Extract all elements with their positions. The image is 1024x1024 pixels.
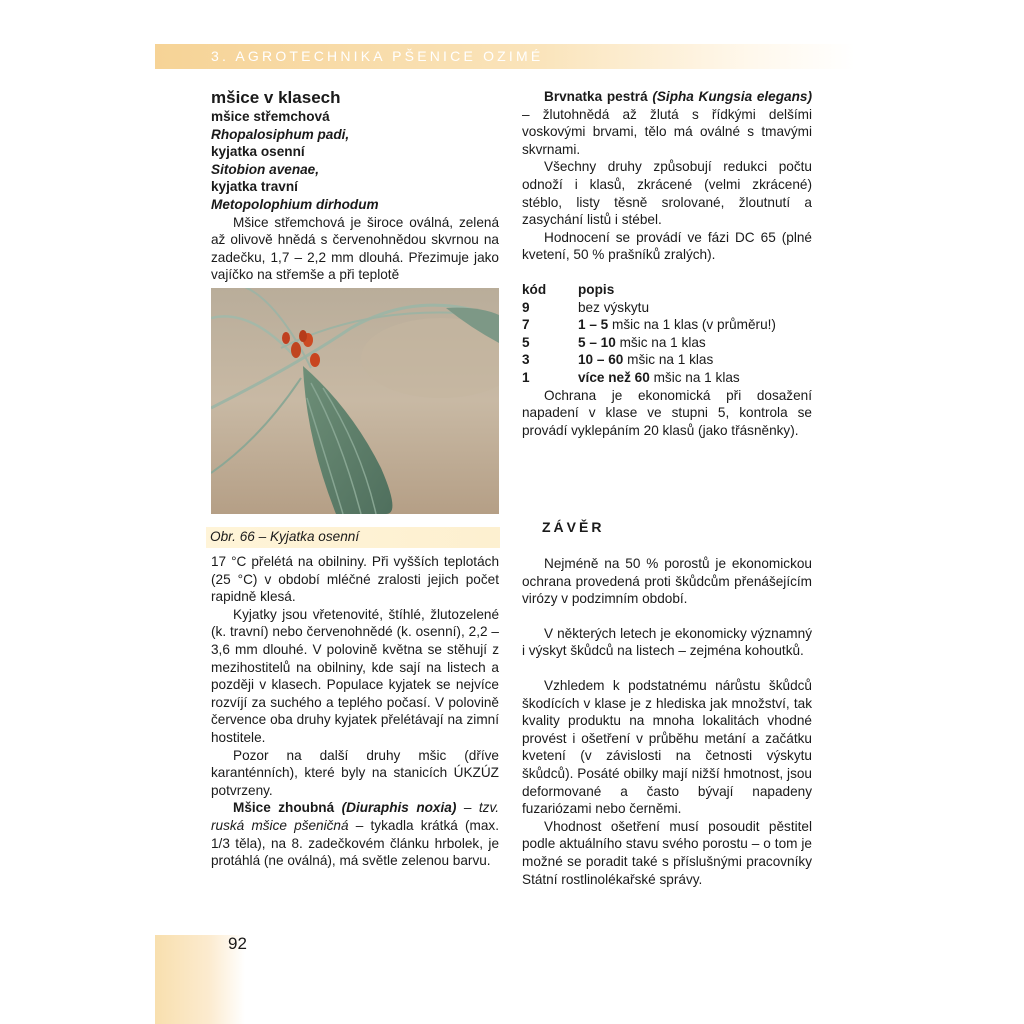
table-header-row	[522, 281, 776, 299]
section-heading-zaver: ZÁVĚR	[542, 519, 605, 535]
species-latin: Metopolophium dirhodum	[211, 196, 379, 212]
description-cell	[578, 299, 776, 317]
species-name: kyjatka travní	[211, 179, 298, 195]
species-latin: Rhopalosiphum padi,	[211, 126, 350, 142]
conclusion-column	[522, 555, 812, 888]
count-range: 5 – 10	[578, 334, 616, 350]
code-table	[522, 281, 776, 387]
description-text: bez výskytu	[578, 299, 650, 315]
left-column-bottom	[211, 553, 499, 870]
article-heading: mšice v klasech	[211, 88, 341, 107]
paragraph: Všechny druhy způsobují redukci počtu odnoží i klasů, zkrácené (velmi zkrácené) stéblo, listy těsně srolované, žloutnutí a zasychání listů i stébel.	[522, 159, 812, 228]
paragraph: Mšice střemchová je široce oválná, zelená až olivově hnědá s červenohnědou skvrnou na zadečku, 1,7 – 2,2 mm dlouhá. Přezimuje jako vajíčko na střemše a při teplotě	[211, 214, 499, 283]
figure-caption: Obr. 66 – Kyjatka osenní	[210, 529, 360, 544]
description-text: mšic na 1 klas	[649, 369, 740, 385]
code-cell: 7	[522, 317, 530, 333]
table-row	[522, 299, 776, 317]
page-number: 92	[228, 934, 247, 953]
count-range: 10 – 60	[578, 352, 624, 368]
species-name: Mšice zhoubná	[233, 800, 335, 816]
species-name: kyjatka osenní	[211, 144, 305, 160]
paragraph: 17 °C přelétá na obilniny. Při vyšších teplotách (25 °C) v období mléčné zralosti jejich počet rapidně klesá.	[211, 554, 499, 605]
table-header-code: kód	[522, 281, 547, 297]
paragraph: Vzhledem k podstatnému nárůstu škůdců škodících v klase je z hlediska jak množství, tak kvality produktu na mnoha lokalitách vhodné provést i ošetření v průběhu metání a začátku kvetení (v závislosti na četnosti výskytu škůdců). Posáté obilky mají nižší hmotnost, jsou deformované a často bývají napadeny fuzariózami nebo černěmi.	[522, 677, 812, 817]
paragraph: Nejméně na 50 % porostů je ekonomickou ochrana provedená proti škůdcům přenášejícím virózy v podzimním období.	[522, 556, 812, 607]
paragraph: Kyjatky jsou vřetenovité, štíhlé, žlutozelené (k. travní) nebo červenohnědé (k. osenní), 2,2 – 3,6 mm dlouhé. V polovině května se stěhují z mezihostitelů na obilniny, kde sají na listech a později v klasech. Populace kyjatek se nejvíce rozvíjí za suchého a teplého počasí. V polovině července oba druhy kyjatek přelétávají na zimní hostitele.	[211, 606, 499, 745]
description-text: mšic na 1 klas (v průměru!)	[608, 317, 776, 333]
code-cell: 5	[522, 334, 530, 350]
paragraph: Hodnocení se provádí ve fázi DC 65 (plné kvetení, 50 % prašníků zralých).	[522, 229, 812, 263]
section-title: 3. AGROTECHNIKA PŠENICE OZIMÉ	[211, 48, 544, 64]
section-header-band	[155, 44, 855, 69]
figure-caption-band	[206, 527, 500, 548]
table-row	[522, 351, 776, 369]
description-text: mšic na 1 klas	[615, 334, 706, 350]
table-header-description: popis	[578, 281, 615, 297]
paragraph: Pozor na další druhy mšic (dříve karanténních), které byly na stanicích ÚKZÚZ potvrzeny.	[211, 747, 499, 798]
description-text: mšic na 1 klas	[623, 352, 714, 368]
species-common-name: tzv. ruská mšice pšeničná	[211, 800, 500, 833]
description-cell	[578, 351, 776, 369]
species-latin: (Sipha Kungsia elegans)	[652, 89, 812, 104]
species-name: Brvnatka pestrá	[544, 89, 648, 104]
paragraph	[522, 88, 812, 158]
code-cell: 1	[522, 369, 530, 385]
paragraph-text: – žlutohnědá až žlutá s řídkými delšími voskovými brvami, tělo má oválné s tmavými skvrnami.	[522, 106, 812, 157]
right-column	[522, 88, 812, 439]
table-row	[522, 316, 776, 334]
paragraph-text: – tykadla krátká (max. 1/3 těla), na 8. zadečkovém článku hrbolek, je protáhlá (ne oválná), má světle zelenou barvu.	[211, 817, 499, 869]
code-cell: 9	[522, 299, 530, 315]
species-latin: (Diuraphis noxia)	[341, 800, 457, 816]
description-cell	[578, 334, 776, 352]
dash: –	[456, 800, 472, 816]
aphid-photo	[211, 288, 499, 514]
description-cell	[578, 369, 776, 387]
code-cell: 3	[522, 352, 530, 368]
paragraph: V některých letech je ekonomicky významný i výskyt škůdců na listech – zejména kohoutků.	[522, 625, 812, 659]
count-range: více než 60	[578, 369, 650, 385]
species-name: mšice střemchová	[211, 109, 330, 124]
table-row	[522, 369, 776, 387]
paragraph: Ochrana je ekonomická při dosažení napadení v klase ve stupni 5, kontrola se provádí vyklepáním 20 klasů (jako třásněnky).	[522, 387, 812, 438]
paragraph	[211, 799, 499, 869]
paragraph: Vhodnost ošetření musí posoudit pěstitel podle aktuálního stavu svého porostu – o tom je možné se poradit také s příslušnými pracovníky Státní rostlinolékařské správy.	[522, 818, 812, 887]
left-column-top	[211, 88, 499, 284]
count-range: 1 – 5	[578, 317, 609, 333]
description-cell	[578, 316, 776, 334]
species-latin: Sitobion avenae,	[211, 161, 320, 177]
table-row	[522, 334, 776, 352]
